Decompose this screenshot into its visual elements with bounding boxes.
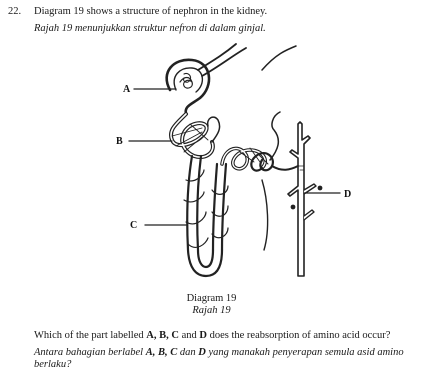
distal-convoluted-tubule bbox=[222, 112, 280, 171]
prompt-malay: Antara bahagian berlabel A, B, C dan D yang manakah penyerapan semula asid amino berlaku? bbox=[34, 347, 404, 370]
diagram-caption-english: Diagram 19 bbox=[186, 293, 237, 304]
label-b: B bbox=[116, 136, 123, 147]
proximal-convoluted-tubule bbox=[171, 114, 220, 157]
label-c: C bbox=[130, 220, 138, 231]
connecting-tubule bbox=[272, 166, 298, 170]
duct-joint-bottom bbox=[291, 205, 296, 210]
peritubular-vessel bbox=[262, 180, 268, 250]
ascending-limb bbox=[212, 164, 228, 250]
prompt-english: Which of the part labelled A, B, C and D does the reabsorption of amino acid occur? bbox=[34, 330, 391, 341]
question-number: 22. bbox=[8, 6, 22, 17]
question-text-malay: Rajah 19 menunjukkan struktur nefron di dalam ginjal. bbox=[34, 23, 266, 34]
nephron-diagram bbox=[0, 40, 423, 290]
collecting-duct bbox=[288, 122, 316, 276]
label-a: A bbox=[123, 84, 131, 95]
diagram-caption-malay: Rajah 19 bbox=[192, 305, 231, 316]
label-d: D bbox=[344, 189, 352, 200]
arterioles bbox=[198, 44, 296, 76]
duct-joint-top bbox=[318, 186, 323, 191]
question-text-english: Diagram 19 shows a structure of nephron in the kidney. bbox=[34, 6, 268, 17]
